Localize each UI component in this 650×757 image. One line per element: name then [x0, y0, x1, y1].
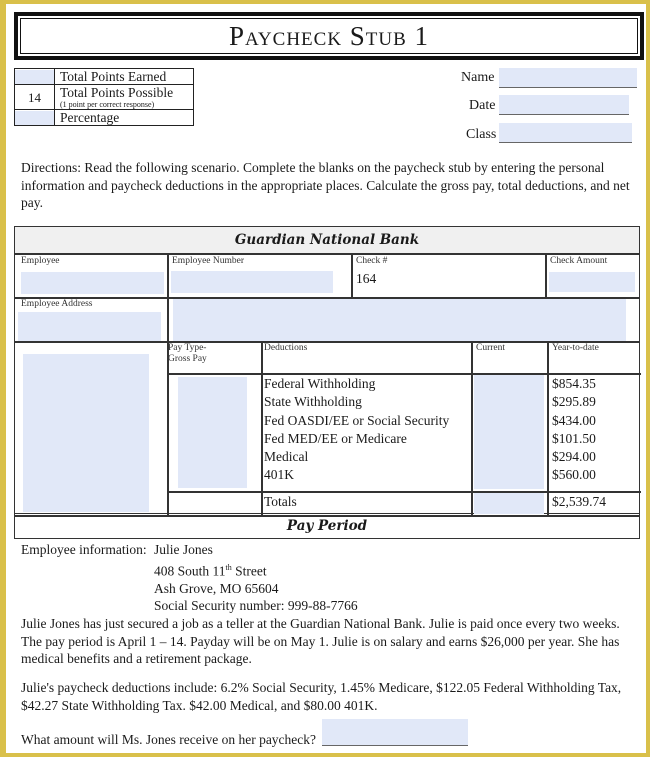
class-field[interactable]: [499, 123, 632, 143]
deduction-name: Fed MED/EE or Medicare: [264, 430, 407, 446]
deductions-text: Julie's paycheck deductions include: 6.2% Social Security, 1.45% Medicare, $122.05 Federal Withholding Tax, $42.27 State Withholding Tax. $42.00 Medical, and $80.00 401K.: [21, 680, 622, 713]
class-label: Class: [466, 127, 497, 142]
check-number-value: 164: [356, 271, 377, 286]
deduction-ytd: $294.00: [552, 449, 596, 465]
totals-ytd: $2,539.74: [552, 494, 606, 509]
name-field[interactable]: [499, 68, 637, 88]
points-earned-label: Total Points Earned: [55, 69, 194, 85]
points-possible-value: 14: [15, 85, 55, 110]
totals-label: Totals: [264, 494, 297, 509]
pay-period-row: [14, 514, 640, 539]
points-earned-field[interactable]: [14, 70, 55, 84]
employee-street: [154, 559, 358, 580]
title-banner: [14, 12, 644, 60]
paycheck-stub: [14, 226, 640, 514]
question-text: What amount will Ms. Jones receive on her paycheck?: [21, 732, 317, 747]
bank-header: [15, 227, 639, 253]
scenario-text: Julie Jones has just secured a job as a teller at the Guardian National Bank. Julie is paid once every two weeks. The pay period is April 1 – 14. Payday will be on May 1. Julie is on salary and earns $26,000 per year. She has medical benefits and a retirement package.: [21, 616, 620, 666]
employee-name: Julie Jones: [154, 542, 213, 557]
points-table: [14, 68, 194, 126]
employee-number-label: Employee Number: [172, 256, 245, 266]
deductions-list: [264, 375, 449, 485]
points-earned-cell: [15, 69, 55, 85]
employee-label: Employee: [21, 256, 60, 266]
employee-address-field[interactable]: [18, 312, 161, 342]
current-deductions-field[interactable]: [474, 375, 544, 489]
percentage-label: Percentage: [55, 110, 194, 126]
deduction-ytd: $854.35: [552, 376, 596, 391]
employee-address-field-2[interactable]: [173, 299, 626, 341]
points-possible-label: Total Points Possible: [60, 85, 174, 100]
pay-period-label: Pay Period: [286, 518, 368, 534]
points-possible-cell: [55, 85, 194, 110]
employee-info-block: [154, 541, 358, 615]
street-name: Street: [231, 563, 267, 578]
ytd-label: Year-to-date: [552, 343, 599, 353]
percentage-cell: [15, 110, 55, 126]
employee-city: Ash Grove, MO 65604: [154, 580, 279, 596]
name-label: Name: [461, 70, 495, 85]
deduction-ytd: $434.00: [552, 412, 596, 428]
gross-pay-field[interactable]: [178, 377, 247, 488]
date-field[interactable]: [499, 95, 629, 115]
employee-ssn: Social Security number: 999-88-7766: [154, 598, 358, 613]
deduction-ytd: $101.50: [552, 430, 596, 446]
deduction-name: Fed OASDI/EE or Social Security: [264, 412, 450, 428]
points-possible-note: (1 point per correct response): [60, 100, 155, 109]
check-number-label: Check #: [356, 256, 388, 266]
check-amount-label: Check Amount: [550, 256, 608, 266]
deduction-name: State Withholding: [264, 394, 362, 410]
deduction-ytd: $560.00: [552, 467, 596, 483]
employee-address-label: Employee Address: [21, 299, 93, 309]
check-amount-field[interactable]: [549, 272, 635, 292]
current-label: Current: [476, 343, 506, 353]
employee-info-field[interactable]: [23, 354, 149, 512]
totals-current-field[interactable]: [474, 493, 544, 514]
net-pay-answer-field[interactable]: [322, 719, 468, 746]
worksheet-page: [6, 4, 646, 753]
deduction-name: Medical: [264, 449, 309, 465]
deductions-label: Deductions: [264, 343, 308, 353]
deduction-ytd: $295.89: [552, 394, 596, 410]
deduction-name: 401K: [264, 467, 294, 483]
pay-type-label: [168, 343, 207, 365]
employee-number-field[interactable]: [171, 271, 333, 293]
page-title: Paycheck Stub 1: [20, 18, 638, 54]
percentage-field[interactable]: [14, 111, 55, 125]
directions-text: Directions: Read the following scenario. Complete the blanks on the paycheck stub by entering the personal information and paycheck deductions in the appropriate places. Calculate the gross pay, total deductions, and net pay.: [21, 160, 630, 210]
street-number: 408 South 11: [154, 563, 226, 578]
ytd-list: [552, 375, 596, 485]
street-suffix: th: [225, 562, 232, 572]
bank-name: Guardian National Bank: [234, 232, 420, 248]
date-label: Date: [469, 98, 496, 113]
gross-pay-text: Gross Pay: [168, 354, 207, 364]
pay-type-text: Pay Type-: [168, 343, 207, 353]
deduction-name: Federal Withholding: [264, 376, 376, 391]
employee-info-label: Employee information:: [21, 542, 147, 557]
employee-field[interactable]: [21, 272, 164, 294]
